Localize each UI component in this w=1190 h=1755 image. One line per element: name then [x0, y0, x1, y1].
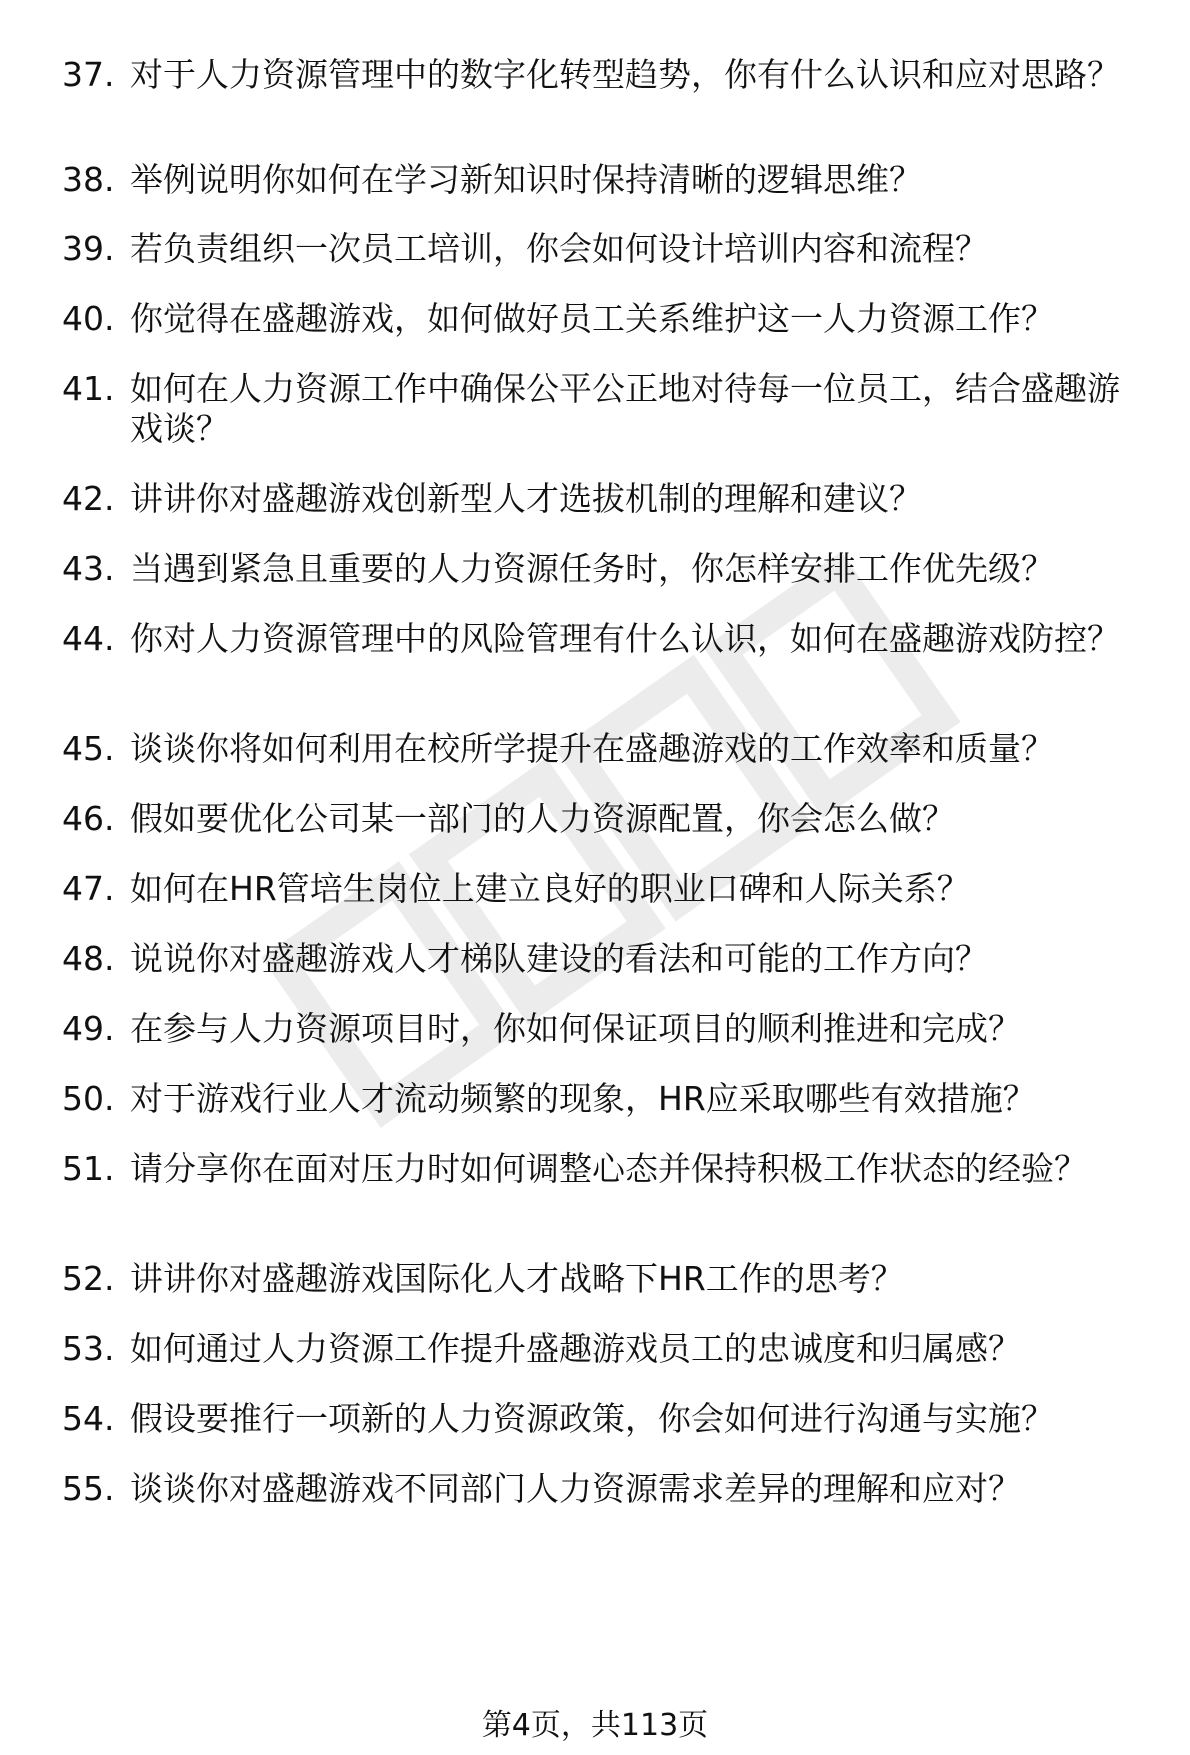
question-item: [62, 369, 1142, 449]
question-number: 53.: [62, 1329, 115, 1368]
question-item: [62, 1259, 1142, 1299]
question-number: 52.: [62, 1259, 115, 1298]
question-number: 41.: [62, 369, 115, 408]
question-text: 对于人力资源管理中的数字化转型趋势，你有什么认识和应对思路？: [130, 55, 1120, 94]
question-item: [62, 299, 1142, 339]
question-item: [62, 1079, 1142, 1119]
question-item: [62, 619, 1142, 659]
question-text: 若负责组织一次员工培训，你会如何设计培训内容和流程？: [130, 229, 988, 268]
question-number: 47.: [62, 869, 115, 908]
question-item: [62, 1149, 1142, 1189]
question-item: [62, 869, 1142, 909]
question-text: 讲讲你对盛趣游戏创新型人才选拔机制的理解和建议？: [130, 479, 922, 518]
question-number: 42.: [62, 479, 115, 518]
question-number: 39.: [62, 229, 115, 268]
question-text: 如何在人力资源工作中确保公平公正地对待每一位员工，结合盛趣游戏谈？: [130, 369, 1120, 448]
question-text: 如何在HR管培生岗位上建立良好的职业口碑和人际关系？: [130, 869, 970, 908]
question-number: 50.: [62, 1079, 115, 1118]
question-number: 55.: [62, 1469, 115, 1508]
question-text: 对于游戏行业人才流动频繁的现象，HR应采取哪些有效措施？: [130, 1079, 1036, 1118]
question-item: [62, 55, 1142, 95]
question-item: [62, 729, 1142, 769]
page-footer: 第4页，共113页: [481, 1708, 709, 1743]
question-text: 假如要优化公司某一部门的人力资源配置，你会怎么做？: [130, 799, 955, 838]
question-number: 44.: [62, 619, 115, 658]
question-item: [62, 160, 1142, 200]
question-text: 请分享你在面对压力时如何调整心态并保持积极工作状态的经验？: [130, 1149, 1087, 1188]
question-text: 当遇到紧急且重要的人力资源任务时，你怎样安排工作优先级？: [130, 549, 1054, 588]
question-text: 如何通过人力资源工作提升盛趣游戏员工的忠诚度和归属感？: [130, 1329, 1021, 1368]
question-item: [62, 549, 1142, 589]
question-text: 你对人力资源管理中的风险管理有什么认识，如何在盛趣游戏防控？: [130, 619, 1120, 658]
question-text: 谈谈你对盛趣游戏不同部门人力资源需求差异的理解和应对？: [130, 1469, 1021, 1508]
question-text: 假设要推行一项新的人力资源政策，你会如何进行沟通与实施？: [130, 1399, 1054, 1438]
question-item: [62, 939, 1142, 979]
question-item: [62, 1399, 1142, 1439]
question-number: 54.: [62, 1399, 115, 1438]
question-number: 40.: [62, 299, 115, 338]
question-number: 37.: [62, 55, 115, 94]
question-number: 43.: [62, 549, 115, 588]
question-item: [62, 229, 1142, 269]
question-item: [62, 1329, 1142, 1369]
question-text: 说说你对盛趣游戏人才梯队建设的看法和可能的工作方向？: [130, 939, 988, 978]
question-text: 你觉得在盛趣游戏，如何做好员工关系维护这一人力资源工作？: [130, 299, 1054, 338]
question-number: 48.: [62, 939, 115, 978]
question-item: [62, 1009, 1142, 1049]
question-number: 49.: [62, 1009, 115, 1048]
question-number: 45.: [62, 729, 115, 768]
question-text: 举例说明你如何在学习新知识时保持清晰的逻辑思维？: [130, 160, 922, 199]
question-number: 46.: [62, 799, 115, 838]
question-number: 38.: [62, 160, 115, 199]
question-text: 在参与人力资源项目时，你如何保证项目的顺利推进和完成？: [130, 1009, 1021, 1048]
question-item: [62, 1469, 1142, 1509]
question-text: 讲讲你对盛趣游戏国际化人才战略下HR工作的思考？: [130, 1259, 904, 1298]
question-item: [62, 479, 1142, 519]
question-item: [62, 799, 1142, 839]
question-text: 谈谈你将如何利用在校所学提升在盛趣游戏的工作效率和质量？: [130, 729, 1054, 768]
question-number: 51.: [62, 1149, 115, 1188]
